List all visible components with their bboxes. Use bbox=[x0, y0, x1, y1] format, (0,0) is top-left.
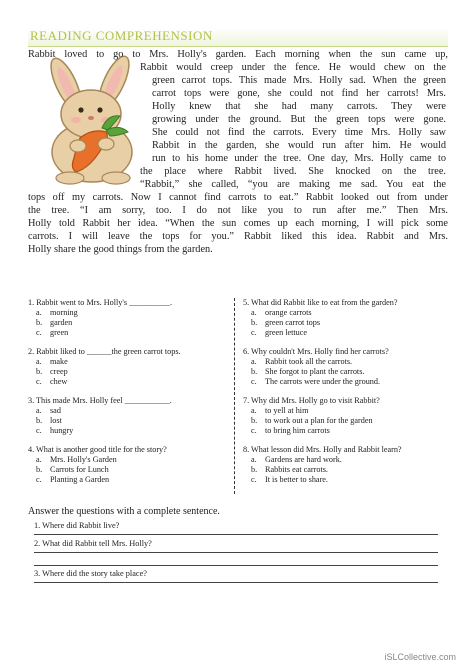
answer-line[interactable] bbox=[34, 565, 438, 566]
story-line: “Rabbit,” she called, “you are making me sad. You eat the bbox=[140, 179, 446, 190]
story-line: Holly share the good things from the garden. bbox=[28, 244, 213, 255]
bunny-eye-right bbox=[97, 107, 102, 112]
bunny-foot-left bbox=[56, 172, 84, 184]
answer-option[interactable]: c. chew bbox=[36, 377, 68, 386]
answer-option[interactable]: c. The carrots were under the ground. bbox=[251, 377, 381, 386]
written-answers-section bbox=[28, 506, 448, 587]
story-line: growing under the ground. But the green tops were gone. bbox=[152, 114, 446, 125]
question-text: 3. This made Mrs. Holly feel ___________. bbox=[28, 396, 172, 405]
question-1 bbox=[28, 298, 224, 338]
title-bar bbox=[28, 28, 448, 47]
answer-option[interactable]: c. green bbox=[36, 328, 69, 337]
story-line: the place where Rabbit lived. She knocked on the tree. bbox=[140, 166, 446, 177]
site-watermark: iSLCollective.com bbox=[384, 652, 456, 662]
worksheet bbox=[28, 28, 452, 628]
written-question-2 bbox=[28, 539, 448, 569]
answer-line[interactable] bbox=[34, 582, 438, 583]
story-line: She could not find the carrots. Every time Mrs. Holly saw bbox=[152, 127, 446, 138]
story-line: Holly knew that she had many carrots. They were bbox=[152, 101, 446, 112]
question-4 bbox=[28, 445, 224, 485]
story-line: Rabbit in the garden, she would run after him. He would bbox=[152, 140, 446, 151]
question-6 bbox=[243, 347, 443, 387]
bunny-nose bbox=[88, 116, 94, 120]
story-line: Rabbit loved to go to Mrs. Holly's garden. Each morning when the sun came up, bbox=[28, 49, 448, 60]
bunny-paw-left bbox=[70, 140, 86, 152]
answer-option[interactable]: c. to bring him carrots bbox=[251, 426, 330, 435]
bunny-foot-right bbox=[102, 172, 130, 184]
story-line: Rabbit would creep under the fence. He would chew on the bbox=[140, 62, 446, 73]
bunny-cheek-left bbox=[71, 117, 81, 123]
question-text: 6. Why couldn't Mrs. Holly find her carrots? bbox=[243, 347, 389, 356]
answer-option[interactable]: a. sad bbox=[36, 406, 61, 415]
story-line: carrots. I will leave the tops for you.” Rabbit liked this idea. Rabbit and Mrs. bbox=[28, 231, 448, 242]
answer-option[interactable]: a. to yell at him bbox=[251, 406, 309, 415]
story-line: tops off my carrots. Now I cannot find carrots to eat.” Rabbit looked out from under bbox=[28, 192, 448, 203]
answer-option[interactable]: b. Rabbits eat carrots. bbox=[251, 465, 328, 474]
answer-option[interactable]: a. Gardens are hard work. bbox=[251, 455, 342, 464]
written-question-3 bbox=[28, 569, 448, 587]
answer-option[interactable]: a. Rabbit took all the carrots. bbox=[251, 357, 353, 366]
question-2 bbox=[28, 347, 224, 387]
written-question-1 bbox=[28, 521, 448, 539]
answer-line[interactable] bbox=[34, 534, 438, 535]
question-3 bbox=[28, 396, 224, 436]
page-title: READING COMPREHENSION bbox=[30, 28, 213, 43]
story-line: run to his home under the tree. One day, Mrs. Holly came to bbox=[152, 153, 446, 164]
questions-right-column bbox=[243, 298, 443, 494]
answer-option[interactable]: b. Carrots for Lunch bbox=[36, 465, 109, 474]
question-7 bbox=[243, 396, 443, 436]
answer-option[interactable]: c. hungry bbox=[36, 426, 74, 435]
bunny-with-carrot-illustration bbox=[36, 54, 148, 186]
answer-option[interactable]: c. green lettuce bbox=[251, 328, 308, 337]
answer-option[interactable]: b. green carrot tops bbox=[251, 318, 321, 327]
answer-option[interactable]: c. It is better to share. bbox=[251, 475, 328, 484]
written-question-text: 3. Where did the story take place? bbox=[34, 569, 147, 578]
story-line: Holly told Rabbit her idea. “When the sun comes up each morning, I will pick some bbox=[28, 218, 448, 229]
question-text: 7. Why did Mrs. Holly go to visit Rabbit? bbox=[243, 396, 380, 405]
story-line: green carrot tops. This made Mrs. Holly sad. When the green bbox=[152, 75, 446, 86]
answer-option[interactable]: b. lost bbox=[36, 416, 62, 425]
questions-left-column bbox=[28, 298, 224, 494]
written-question-text: 1. Where did Rabbit live? bbox=[34, 521, 120, 530]
story-line: the tree. “I am sorry, too. I do not like you to run after me.” Then Mrs. bbox=[28, 205, 448, 216]
question-text: 4. What is another good title for the story? bbox=[28, 445, 167, 454]
question-text: 2. Rabbit liked to ______the green carrot tops. bbox=[28, 347, 181, 356]
answer-option[interactable]: a. Mrs. Holly's Garden bbox=[36, 455, 117, 464]
answer-option[interactable]: b. garden bbox=[36, 318, 73, 327]
answer-option[interactable]: b. creep bbox=[36, 367, 68, 376]
answer-option[interactable]: a. make bbox=[36, 357, 68, 366]
answer-instructions: Answer the questions with a complete sentence. bbox=[28, 506, 220, 517]
answer-option[interactable]: a. orange carrots bbox=[251, 308, 312, 317]
bunny-paw-right bbox=[98, 138, 114, 150]
question-text: 1. Rabbit went to Mrs. Holly's __________. bbox=[28, 298, 173, 307]
written-question-text: 2. What did Rabbit tell Mrs. Holly? bbox=[34, 539, 152, 548]
answer-option[interactable]: c. Planting a Garden bbox=[36, 475, 110, 484]
answer-option[interactable]: a. morning bbox=[36, 308, 78, 317]
column-divider bbox=[234, 298, 235, 494]
question-text: 5. What did Rabbit like to eat from the garden? bbox=[243, 298, 398, 307]
story-passage bbox=[28, 48, 448, 274]
question-8 bbox=[243, 445, 443, 485]
answer-option[interactable]: b. to work out a plan for the garden bbox=[251, 416, 373, 425]
question-text: 8. What lesson did Mrs. Holly and Rabbit learn? bbox=[243, 445, 402, 454]
answer-option[interactable]: b. She forgot to plant the carrots. bbox=[251, 367, 365, 376]
question-5 bbox=[243, 298, 443, 338]
story-line: carrot tops were gone, she could not find her carrots! Mrs. bbox=[152, 88, 446, 99]
bunny-eye-left bbox=[78, 107, 83, 112]
answer-line[interactable] bbox=[34, 552, 438, 553]
